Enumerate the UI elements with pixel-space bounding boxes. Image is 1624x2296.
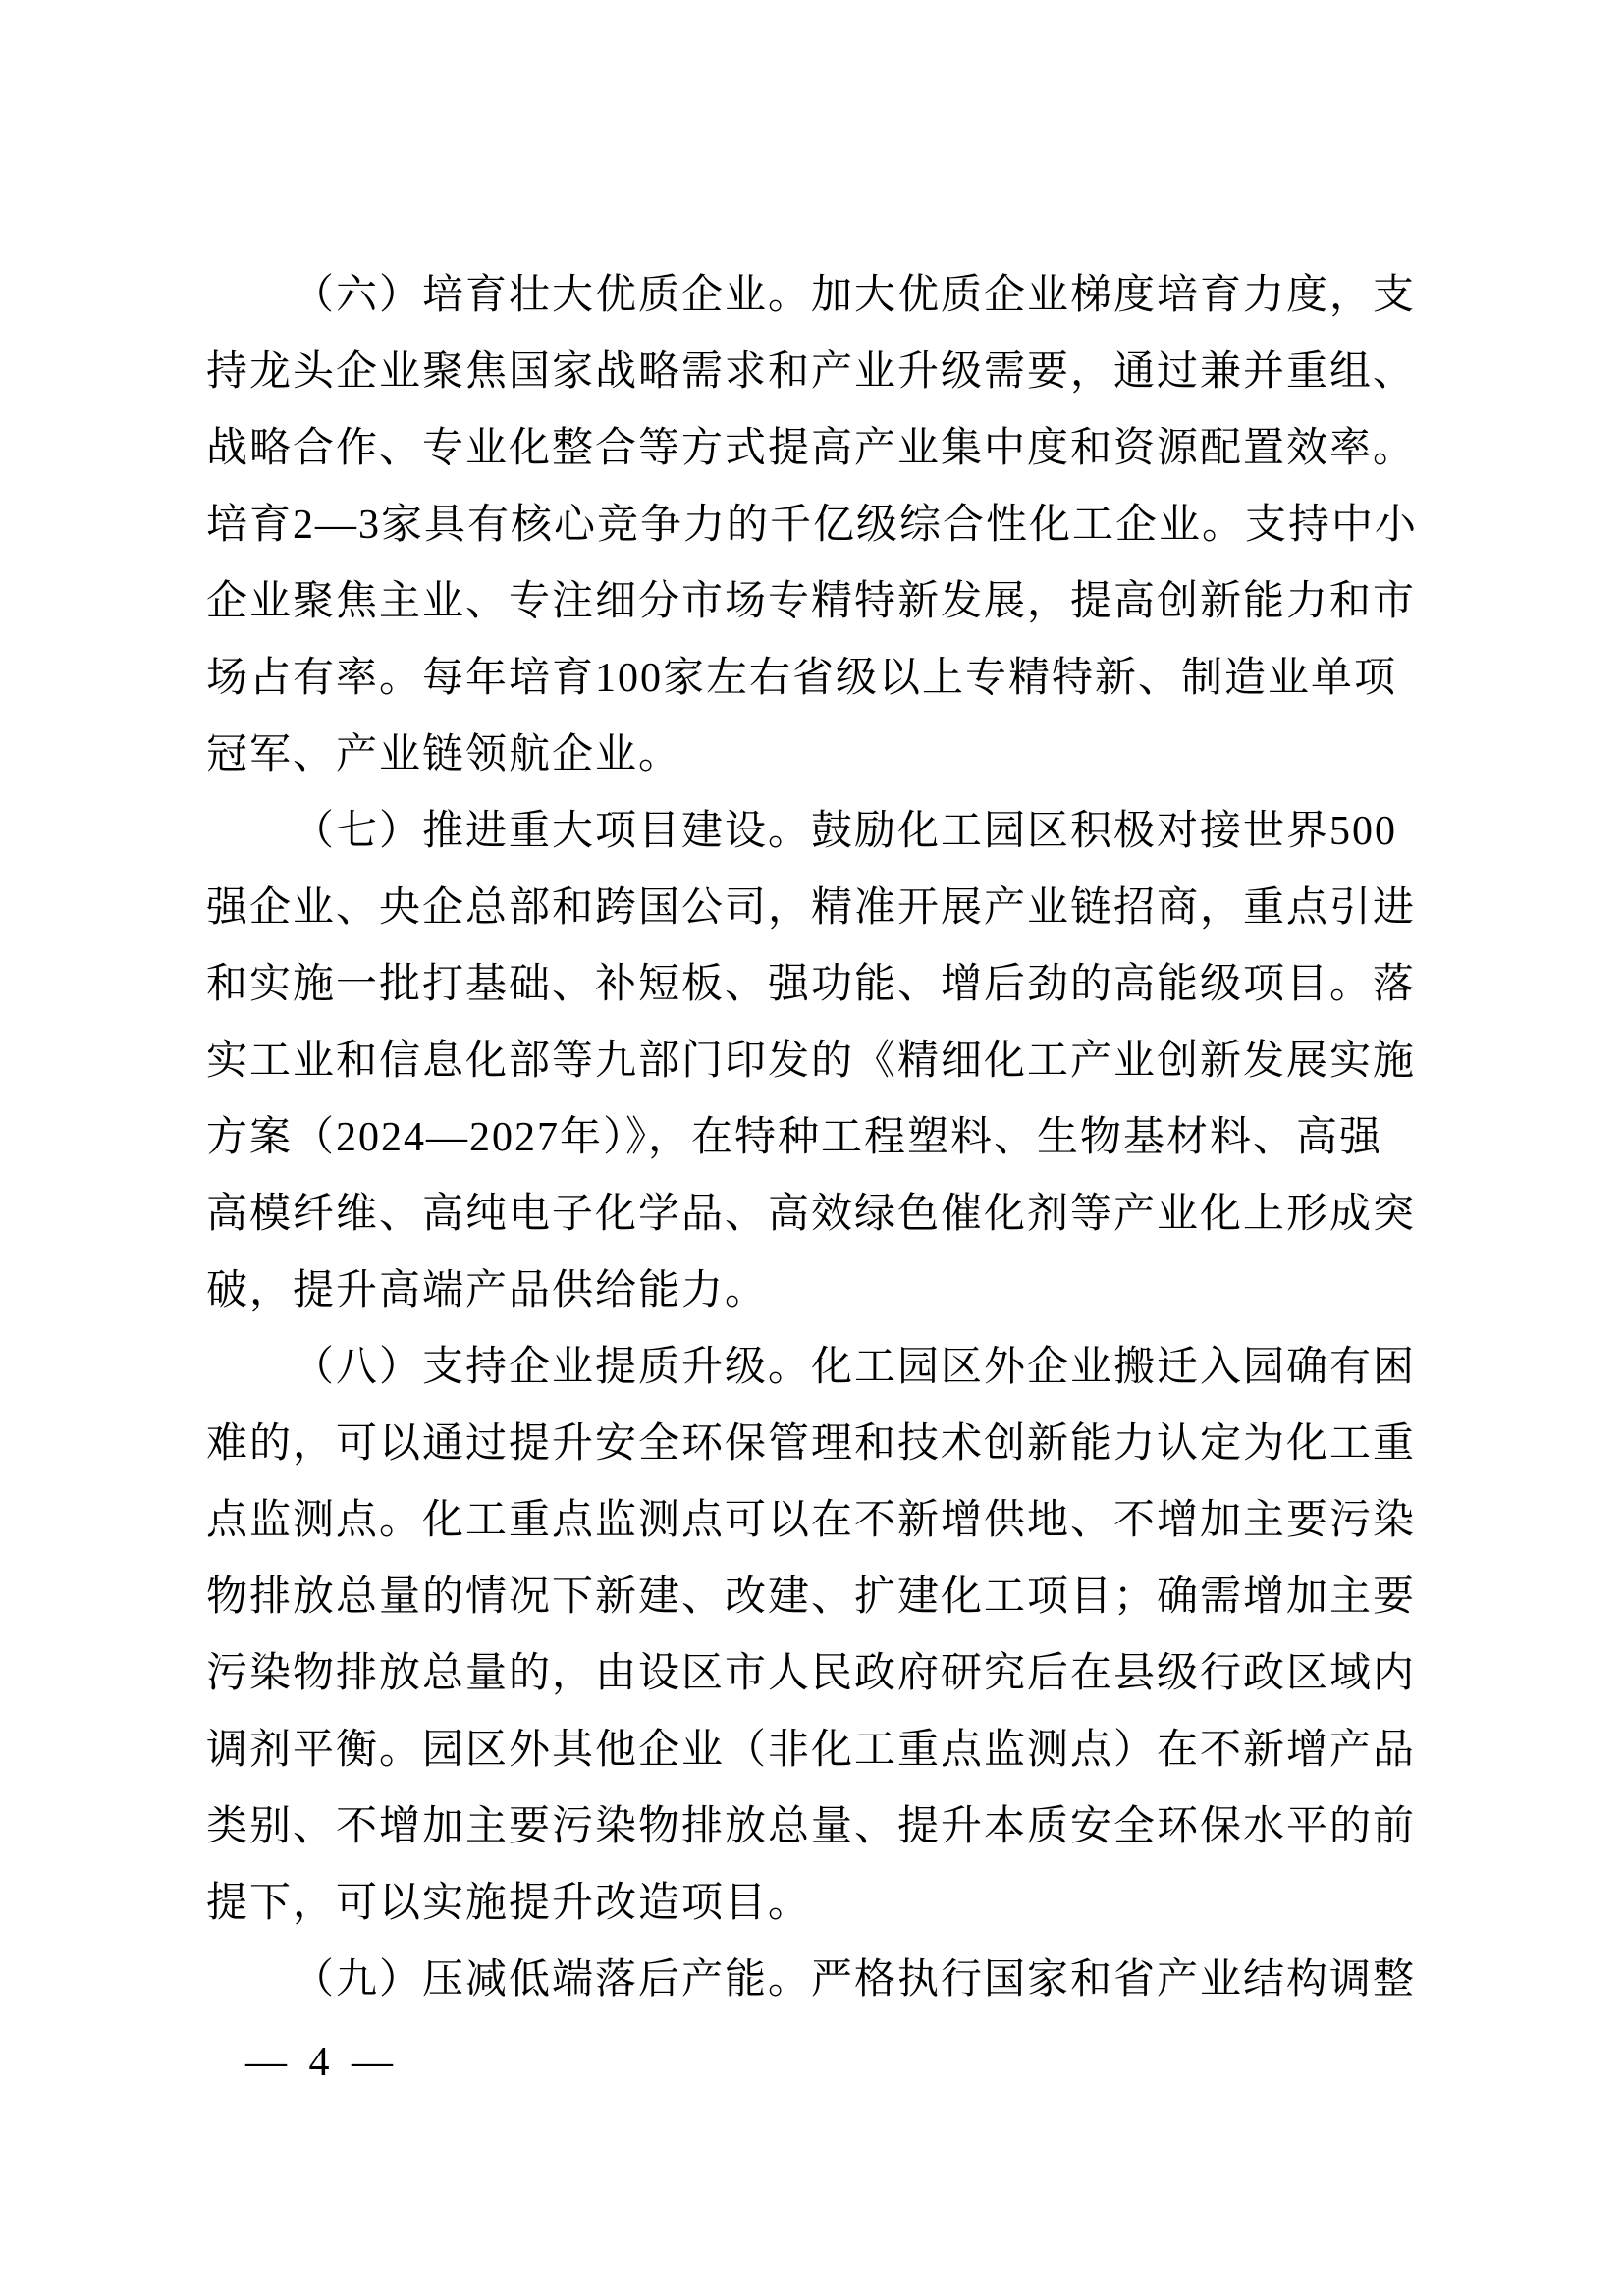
text-line-item-6-3: 培育2—3家具有核心竞争力的千亿级综合性化工企业。支持中小: [206, 503, 1419, 548]
text-line-item-8-0: （八）支持企业提质升级。化工园区外企业搬迁入园确有困: [293, 1345, 1417, 1390]
text-line-item-8-3: 物排放总量的情况下新建、改建、扩建化工项目；确需增加主要: [206, 1575, 1417, 1620]
text-line-item-9-0: （九）压减低端落后产能。严格执行国家和省产业结构调整: [293, 1957, 1417, 2002]
text-line-item-8-7: 提下，可以实施提升改造项目。: [206, 1881, 812, 1926]
text-line-item-7-1: 强企业、央企总部和跨国公司，精准开展产业链招商，重点引进: [206, 885, 1417, 931]
text-line-item-8-5: 调剂平衡。园区外其他企业（非化工重点监测点）在不新增产品: [206, 1728, 1417, 1773]
text-line-item-6-6: 冠军、产业链领航企业。: [206, 732, 682, 777]
text-line-item-7-4: 方案（2024—2027年）》，在特种工程塑料、生物基材料、高强: [206, 1115, 1383, 1160]
text-line-item-6-5: 场占有率。每年培育100家左右省级以上专精特新、制造业单项: [206, 656, 1398, 701]
text-line-item-7-5: 高模纤维、高纯电子化学品、高效绿色催化剂等产业化上形成突: [206, 1192, 1417, 1237]
text-line-item-8-4: 污染物排放总量的，由设区市人民政府研究后在县级行政区域内: [206, 1651, 1417, 1696]
text-line-item-7-0: （七）推进重大项目建设。鼓励化工园区积极对接世界500: [293, 809, 1398, 854]
text-line-item-6-2: 战略合作、专业化整合等方式提高产业集中度和资源配置效率。: [206, 426, 1417, 471]
text-line-item-6-1: 持龙头企业聚焦国家战略需求和产业升级需要，通过兼并重组、: [206, 349, 1417, 395]
text-line-item-7-3: 实工业和信息化部等九部门印发的《精细化工产业创新发展实施: [206, 1039, 1417, 1084]
page-number: — 4 —: [245, 2040, 399, 2085]
text-line-item-7-6: 破，提升高端产品供给能力。: [206, 1268, 769, 1313]
document-body: [206, 257, 1424, 2018]
text-line-item-8-2: 点监测点。化工重点监测点可以在不新增供地、不增加主要污染: [206, 1498, 1417, 1543]
text-line-item-7-2: 和实施一批打基础、补短板、强功能、增后劲的高能级项目。落: [206, 962, 1417, 1007]
text-line-item-6-0: （六）培育壮大优质企业。加大优质企业梯度培育力度，支: [293, 273, 1417, 318]
text-line-item-6-4: 企业聚焦主业、专注细分市场专精特新发展，提高创新能力和市: [206, 579, 1417, 624]
text-line-item-8-6: 类别、不增加主要污染物排放总量、提升本质安全环保水平的前: [206, 1804, 1417, 1849]
text-line-item-8-1: 难的，可以通过提升安全环保管理和技术创新能力认定为化工重: [206, 1421, 1417, 1467]
